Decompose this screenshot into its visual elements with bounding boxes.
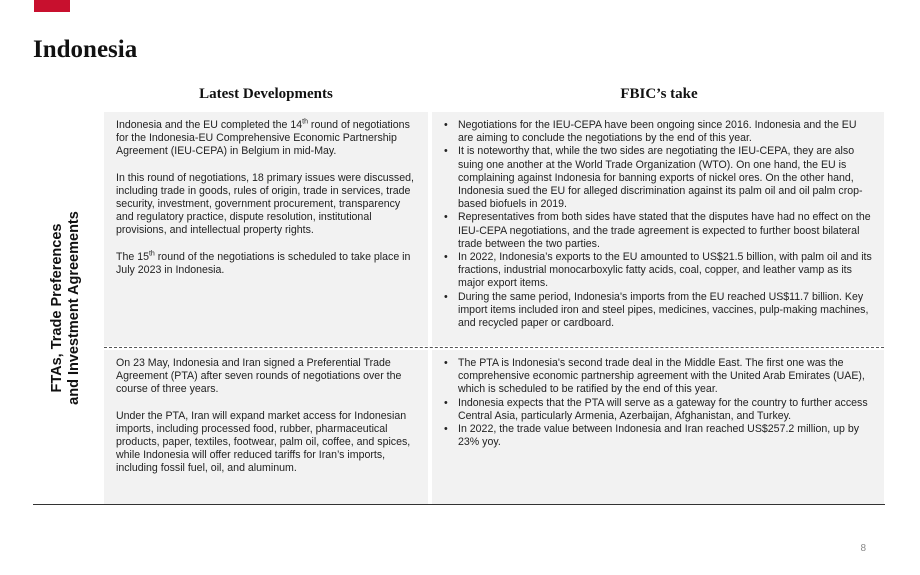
page-number: 8 [860,543,866,554]
development-paragraph: Under the PTA, Iran will expand market access for Indonesian imports, including processed food, rubber, pharmaceutical products, paper, textiles, footwear, palm oil, coffee, and spices, while Indonesia will offer reduced tariffs for Iran’s imports, including fossil fuel, oil, and aluminum. [116,409,411,475]
row-category-line-2: and Investment Agreements [66,211,82,405]
take-cell-iran [432,350,884,504]
developments-cell-iran [104,350,428,504]
development-paragraph: The 15th round of the negotiations is scheduled to take place in July 2023 in Indonesia. [116,250,411,276]
row-category-label [33,112,99,504]
development-paragraph: On 23 May, Indonesia and Iran signed a Preferential Trade Agreement (PTA) after seven rounds of negotiations over the course of three years. [116,357,402,396]
page-title: Indonesia [33,36,138,63]
take-bullet-list [442,357,874,449]
take-bullet: • Representatives from both sides have stated that the disputes have had no effect on the IEU-CEPA negotiations, and the trade agreement is expected to further boost bilateral trade between the two parties. [442,211,874,251]
development-paragraph: Indonesia and the EU completed the 14th round of negotiations for the Indonesia-EU Comprehensive Economic Partnership Agreement (IEU-CEPA) in Belgium in mid-May. [116,118,410,158]
column-header-latest-developments: Latest Developments [199,86,333,102]
take-bullet: • Indonesia expects that the PTA will serve as a gateway for the country to further access Central Asia, particularly Armenia, Azerbaijan, Afghanistan, and Turkey. [442,397,874,423]
take-bullet: • Negotiations for the IEU-CEPA have been ongoing since 2016. Indonesia and the EU are aiming to conclude the negotiations by the end of this year. [442,119,874,145]
take-bullet: • In 2022, the trade value between Indonesia and Iran reached US$257.2 million, up by 23% yoy. [442,423,874,449]
row-divider [104,347,884,348]
take-bullet: • During the same period, Indonesia's imports from the EU reached US$11.7 billion. Key import items included iron and steel pipes, medicines, vaccines, pulp-making machines, and recycled paper or cardboard. [442,291,874,331]
take-bullet: • In 2022, Indonesia’s exports to the EU amounted to US$21.5 billion, with palm oil and its fractions, industrial monocarboxylic fatty acids, coal, copper, and leather vamp as its major export items. [442,251,874,291]
table-bottom-rule [33,504,885,505]
take-bullet-list [442,119,874,330]
take-cell-eu [432,112,884,346]
take-bullet: • It is noteworthy that, while the two sides are negotiating the IEU-CEPA, they are also suing one another at the World Trade Organization (WTO). On one hand, the EU is complaining against Indonesia for banning exports of nickel ores. On the other hand, Indonesia sued the EU for alleged discrimination against its palm oil and oil palm crop-based biofuels in 2019. [442,145,874,211]
developments-cell-eu [104,112,428,346]
row-category-line-1: FTAs, Trade Preferences [49,223,65,393]
column-header-fbic-take: FBIC’s take [620,86,698,102]
development-paragraph: In this round of negotiations, 18 primary issues were discussed, including trade in goods, rules of origin, trade in services, trade security, investment, government procurement, transparency and regulatory practice, dispute resolution, institutional provisions, and intellectual property rights. [116,171,414,237]
take-bullet: • The PTA is Indonesia's second trade deal in the Middle East. The first one was the comprehensive economic partnership agreement with the United Arab Emirates (UAE), which is scheduled to be ratified by the end of this year. [442,357,874,397]
brand-accent-bar [34,0,70,12]
